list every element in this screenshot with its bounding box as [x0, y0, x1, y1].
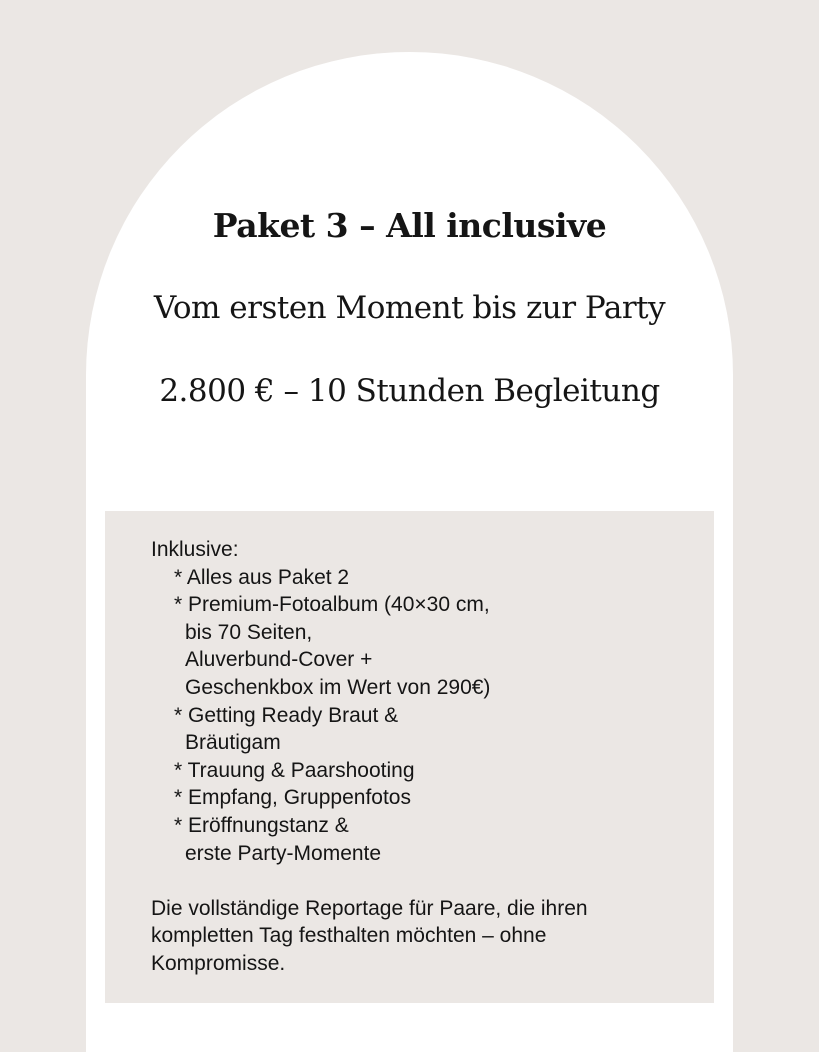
- package-title: Paket 3 – All inclusive: [212, 206, 607, 245]
- list-item-continuation: Aluverbund-Cover +: [185, 648, 373, 672]
- details-text: [151, 536, 588, 978]
- package-price: 2.800 € – 10 Stunden Begleitung: [159, 373, 660, 409]
- list-item: * Eröffnungstanz &: [174, 813, 349, 837]
- list-item: * Trauung & Paarshooting: [174, 758, 415, 782]
- list-item: * Alles aus Paket 2: [174, 565, 350, 589]
- list-item: * Premium-Fotoalbum (40×30 cm,: [174, 593, 490, 617]
- list-item-continuation: Bräutigam: [185, 731, 281, 755]
- list-item: * Getting Ready Braut &: [174, 703, 399, 727]
- details-summary-line: Kompromisse.: [151, 951, 286, 975]
- list-item: * Empfang, Gruppenfotos: [174, 786, 411, 810]
- list-item-continuation: bis 70 Seiten,: [185, 620, 313, 644]
- list-item-continuation: erste Party-Momente: [185, 841, 382, 865]
- spacer: [151, 867, 588, 895]
- details-summary-line: Die vollständige Reportage für Paare, die ihren: [151, 896, 588, 920]
- package-subtitle: Vom ersten Moment bis zur Party: [153, 290, 666, 326]
- details-summary-line: kompletten Tag festhalten möchten – ohne: [151, 924, 547, 948]
- details-intro: Inklusive:: [151, 538, 239, 561]
- list-item-continuation: Geschenkbox im Wert von 290€): [185, 675, 491, 699]
